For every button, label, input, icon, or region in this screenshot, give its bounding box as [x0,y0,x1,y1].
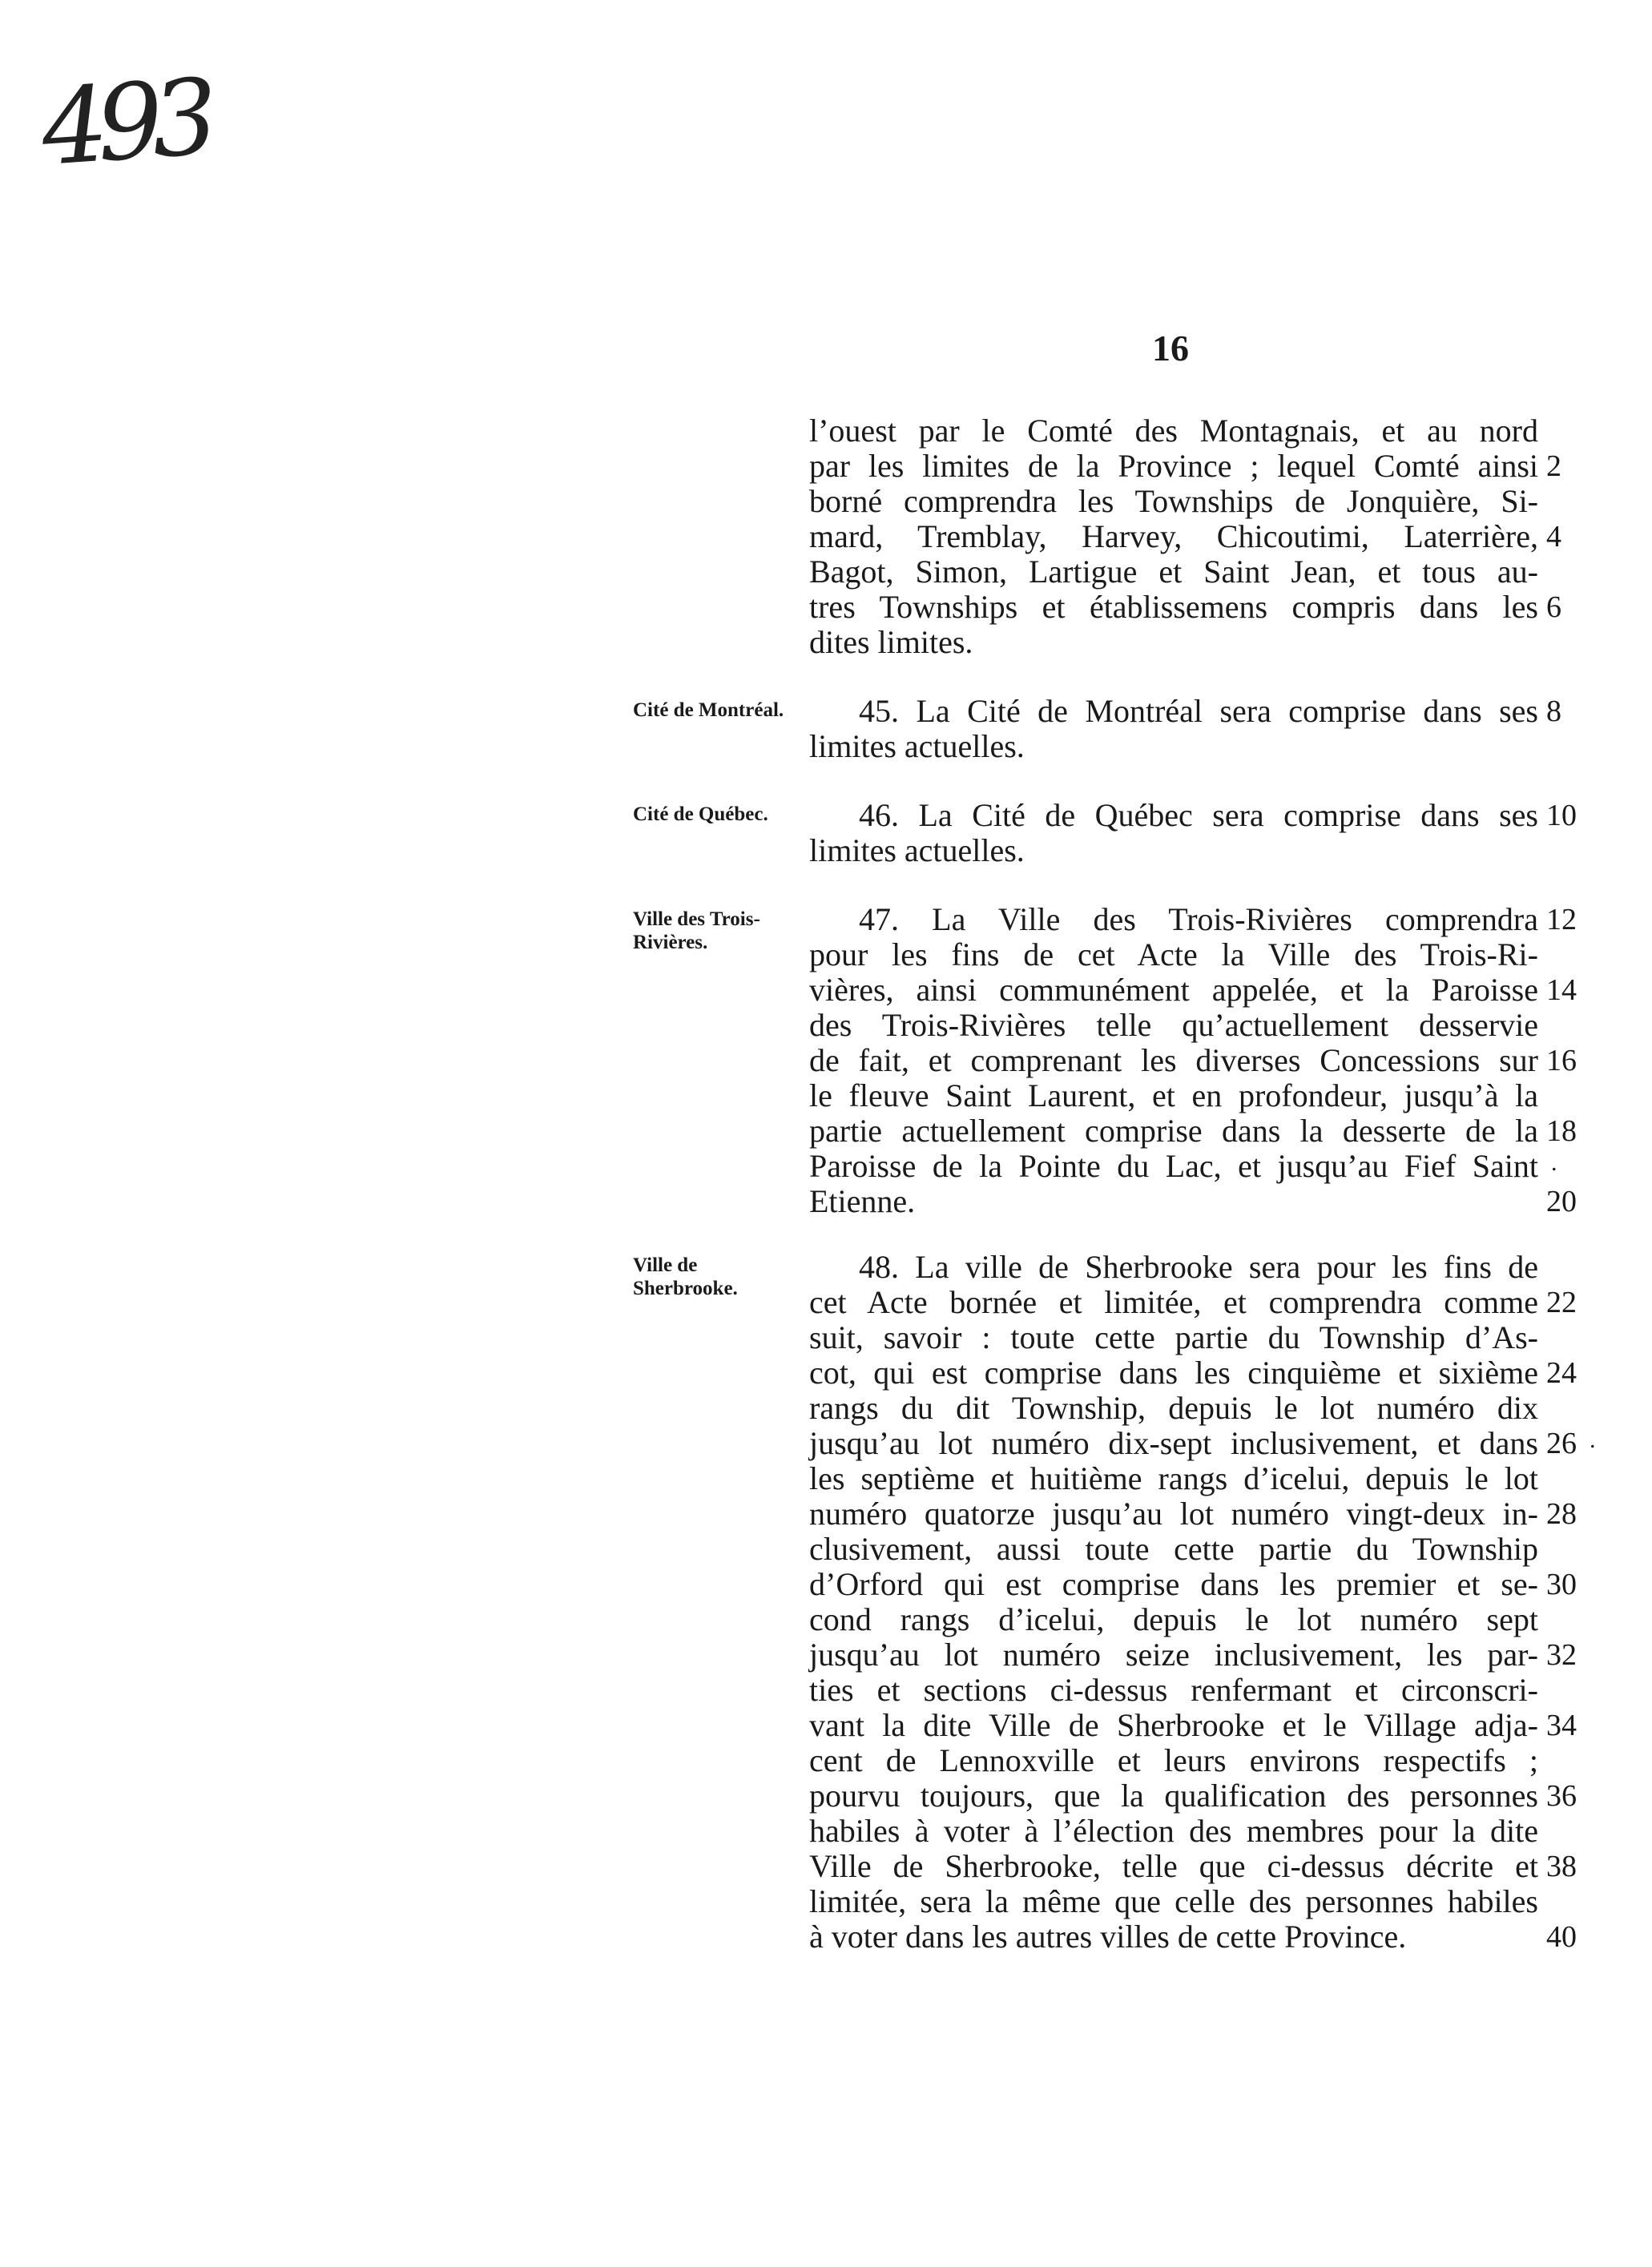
text-line: l’ouest par le Comté des Montagnais, et au nord [809,413,1538,449]
line-number: 26 [1546,1427,1577,1460]
handwritten-folio-number: 493 [37,55,212,190]
text-line: par les limites de la Province ; lequel Comté ainsi [809,448,1538,484]
section-48-line: rangs du dit Township, depuis le lot numéro dix [809,1390,1538,1426]
line-number: 24 [1546,1356,1577,1390]
line-number: 16 [1546,1044,1577,1077]
section-47-line: vières, ainsi communément appelée, et la Paroisse [809,972,1538,1008]
text-line: mard, Tremblay, Harvey, Chicoutimi, Laterrière, [809,518,1538,554]
section-47-line: Paroisse de la Pointe du Lac, et jusqu’au Fief Saint [809,1148,1538,1184]
section-48-line: suit, savoir : toute cette partie du Township d’As- [809,1319,1538,1355]
line-number: 18 [1546,1114,1577,1148]
stray-mark: . [1590,1427,1596,1453]
line-number: 30 [1546,1568,1577,1601]
section-48-line: les septième et huitième rangs d’icelui, depuis le lot [809,1460,1538,1496]
section-46-line: limites actuelles. [809,832,1025,868]
line-number: 40 [1546,1920,1577,1954]
line-number: 12 [1546,903,1577,936]
page-number: 16 [1152,328,1189,368]
section-45-line: limites actuelles. [809,728,1025,764]
section-46-line: 46. La Cité de Québec sera comprise dans ses [859,797,1538,833]
text-line: Bagot, Simon, Lartigue et Saint Jean, et tous au- [809,554,1538,590]
line-number: 32 [1546,1638,1577,1672]
section-48-line: à voter dans les autres villes de cette Province. [809,1919,1407,1955]
stray-mark: . [1551,1150,1557,1176]
line-number: 6 [1546,590,1561,624]
line-number: 36 [1546,1779,1577,1813]
line-number: 4 [1546,520,1561,554]
section-47-line: pour les fins de cet Acte la Ville des Trois-Ri- [809,936,1538,972]
section-48-line: ties et sections ci-dessus renfermant et circonscri- [809,1672,1538,1708]
text-line: dites limites. [809,624,973,660]
line-number: 2 [1546,449,1561,483]
margin-note-quebec: Cité de Québec. [633,803,768,825]
section-48-line: vant la dite Ville de Sherbrooke et le Village adja- [809,1707,1538,1743]
section-48-line: limitée, sera la même que celle des personnes habiles [809,1883,1538,1919]
section-48-line: pourvu toujours, que la qualification des personnes [809,1778,1538,1814]
section-47-line: de fait, et comprenant les diverses Concessions sur [809,1042,1538,1078]
line-number: 20 [1546,1185,1577,1218]
margin-note-sherbrooke: Ville de Sherbrooke. [633,1254,738,1299]
section-48-line: d’Orford qui est comprise dans les premier et se- [809,1566,1538,1602]
margin-note-trois-rivieres: Ville des Trois-Rivières. [633,908,760,953]
section-48-line: numéro quatorze jusqu’au lot numéro vingt-deux in- [809,1496,1538,1532]
text-line: tres Townships et établissemens compris dans les [809,589,1538,625]
line-number: 14 [1546,973,1577,1007]
section-48-line: jusqu’au lot numéro dix-sept inclusivement, et dans [809,1425,1538,1461]
margin-note-montreal: Cité de Montréal. [633,699,784,721]
section-48-line: cet Acte bornée et limitée, et comprendra comme [809,1284,1538,1320]
section-48-line: Ville de Sherbrooke, telle que ci-dessus décrite et [809,1848,1538,1884]
text-line: borné comprendra les Townships de Jonquière, Si- [809,483,1538,519]
line-number: 34 [1546,1709,1577,1742]
section-48-line: cond rangs d’icelui, depuis le lot numéro sept [809,1601,1538,1637]
line-number: 28 [1546,1497,1577,1531]
section-47-line: des Trois-Rivières telle qu’actuellement desservie [809,1007,1538,1043]
section-47-line: 47. La Ville des Trois-Rivières comprendra [859,901,1538,937]
section-47-line: partie actuellement comprise dans la desserte de la [809,1113,1538,1149]
section-47-line: le fleuve Saint Laurent, et en profondeur, jusqu’à la [809,1077,1538,1113]
line-number: 22 [1546,1286,1577,1319]
section-48-line: cot, qui est comprise dans les cinquième et sixième [809,1355,1538,1391]
section-48-line: 48. La ville de Sherbrooke sera pour les fins de [859,1249,1538,1285]
section-45-line: 45. La Cité de Montréal sera comprise dans ses [859,693,1538,729]
section-48-line: jusqu’au lot numéro seize inclusivement, les par- [809,1637,1538,1673]
section-48-line: cent de Lennoxville et leurs environs respectifs ; [809,1742,1538,1778]
section-47-line: Etienne. [809,1183,916,1219]
line-number: 10 [1546,799,1577,832]
section-48-line: clusivement, aussi toute cette partie du Township [809,1531,1538,1567]
line-number: 38 [1546,1850,1577,1883]
section-48-line: habiles à voter à l’élection des membres pour la dite [809,1813,1538,1849]
line-number: 8 [1546,695,1561,728]
